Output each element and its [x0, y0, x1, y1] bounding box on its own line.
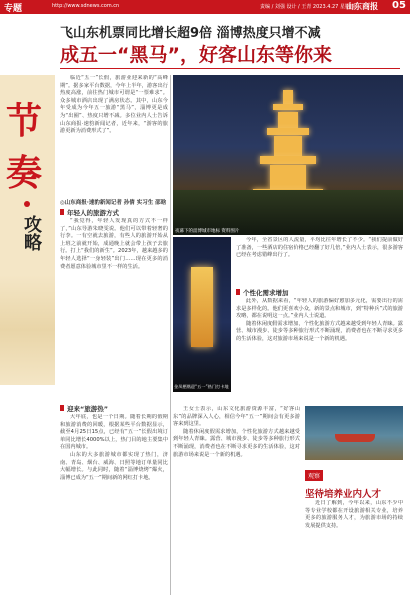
headline-subtitle: 飞山东机票同比增长超9倍 淄博热度只增不减 [60, 26, 321, 41]
main-photo [173, 75, 403, 235]
section-heading-3: 个性化需求增加 [236, 288, 289, 297]
right-box-text [305, 500, 403, 598]
headline-title: 成五一“黑马”，好客山东等你来 [60, 44, 332, 66]
column-b-text: 大年底，也是一个日期。随着长期的假期和旅游消费的回暖，根据某些平台数据显示，截至4月25日15点，已经有“五一”长假出境订单同比增长4000%以上，热门目的地主要集中在国内城市。 [60, 414, 168, 451]
title-rule [60, 68, 400, 69]
issue-meta: 责编 / 刘强 设计 / 王青 2023.4.27 星期四 [260, 4, 355, 10]
byline: ◎山东商报·速豹新闻记者 孙倩 实习生 邵晗 [60, 200, 167, 206]
tower-graphic [191, 267, 213, 347]
section-heading-2: 迎来“旅游热” [60, 404, 108, 413]
column-f-text: 随着休闲度假需求增加，个性化旅游方式越来越受到年轻人青睐。露营、城市漫步、徒步等多种旅行形式不断涌现，消费者也在不断寻求更多的生活体验，这对旅游市场来说是一个新的机遇。 [236, 320, 403, 342]
section-tag: 专题 [4, 4, 23, 14]
brand-name: 山东商报 [346, 2, 378, 11]
column-divider [170, 75, 171, 595]
side-char-2: 奏 [6, 152, 43, 194]
observe-badge: 观察 [305, 470, 323, 481]
intro-paragraph [60, 75, 168, 195]
article-column-b [60, 414, 168, 599]
column-g-text: 王女士表示，山东文化旅游资源丰富，“好客山东”的品牌深入人心，相信今年“五一”期间会有更多游客来到这里。 [173, 406, 300, 428]
photo-caption: 夜幕下的淄博城市地标 资料图片 [175, 229, 240, 234]
column-a-text: “我觉得，年轻人发现真的方式不一样了，”山东导游朱晓雯说。他们可以带着轻奢的行李。一有空就去旅游，有些人的旅游开始从上班之前就开始，成通晚上就会带上孩子去旅行。打上“我们的新生”。2023年，越来越多的年轻人选择“一身轻装”出门……现在更多的消费者愿意体验城市里不一样的生活。 [60, 218, 168, 270]
photo2-caption: 金凤栖凰迎“五一”热门打卡地 [174, 384, 229, 389]
right-box-subtitle: 坚待培养业内人才 [305, 489, 382, 500]
article-column-d [236, 237, 403, 285]
side-dot [24, 201, 30, 207]
column-g2-text: 随着休闲度假需求增加，个性化旅游方式越来越受到年轻人青睐。露营、城市漫步、徒步等多种旅行形式不断涌现，消费者也在不断寻求更多的生活体验，这对旅游市场来说是一个新的机遇。 [173, 428, 300, 458]
intro-text: 临近“五一”长假，旅游业迎来新的“高峰期”。据多家平台数据，今年上半年，游客出行热度高涨，前往热门城市可谓是“一票难求”。众多城市酒店出现了满房状态。其中，山东今年受成为今年五一旅游“黑马”，淄博更是成为“出圈”、热度只增不减。多位业内人士告诉山东商报·速豹新闻记者，近年来，“游客的旅游更新为消费形式了”。 [60, 75, 168, 135]
right-box-paragraph: 近日了解到，今年以来，山东不少中等专业学校都在开设旅游相关专业，培养更多的旅游服务人才，为旅游市场的持续发展提供支持。 [305, 500, 403, 529]
column-e-text: 此外，从数据来看，“年轻人的旅游偏好愈加多元化，需要出行的需求是多样化的。他们更喜欢小众，新的景点和城市，到“特种兵”式的旅游攻略，都在说明这一点。”业内人士说道。 [236, 298, 403, 320]
article-column-g [173, 406, 300, 598]
page-number: 05 [392, 0, 406, 11]
column-d-text: 今年，全省景区的人流量，平均比往年增长了不少。“我们提前做好了准备，一些酒店的住宿价格已经翻了好几倍，”业内人士表示，很多游客已经在考虑错峰出行了。 [236, 237, 403, 259]
secondary-photo [173, 237, 231, 392]
article-column-e [236, 298, 403, 398]
section-heading-1: 年轻人的旅游方式 [60, 208, 119, 217]
article-column-a [60, 218, 168, 398]
side-vertical-text: 攻略 [21, 215, 42, 251]
side-decoration [0, 275, 55, 385]
boat-graphic [335, 434, 375, 442]
site-url[interactable]: http://www.sdnews.com.cn [52, 3, 120, 9]
top-bar [0, 0, 410, 14]
river-photo [305, 406, 403, 460]
side-banner [0, 75, 55, 385]
column-c-text: 山东的大多旅游城市都实现了热门，济南、青岛、烟台、威海、日照等地订单量同比大幅增长。与此同时，随着“淄博烧烤”爆火，淄博已成为“五一”期间新的网红打卡地。 [60, 451, 168, 481]
side-char-1: 节 [6, 100, 43, 142]
